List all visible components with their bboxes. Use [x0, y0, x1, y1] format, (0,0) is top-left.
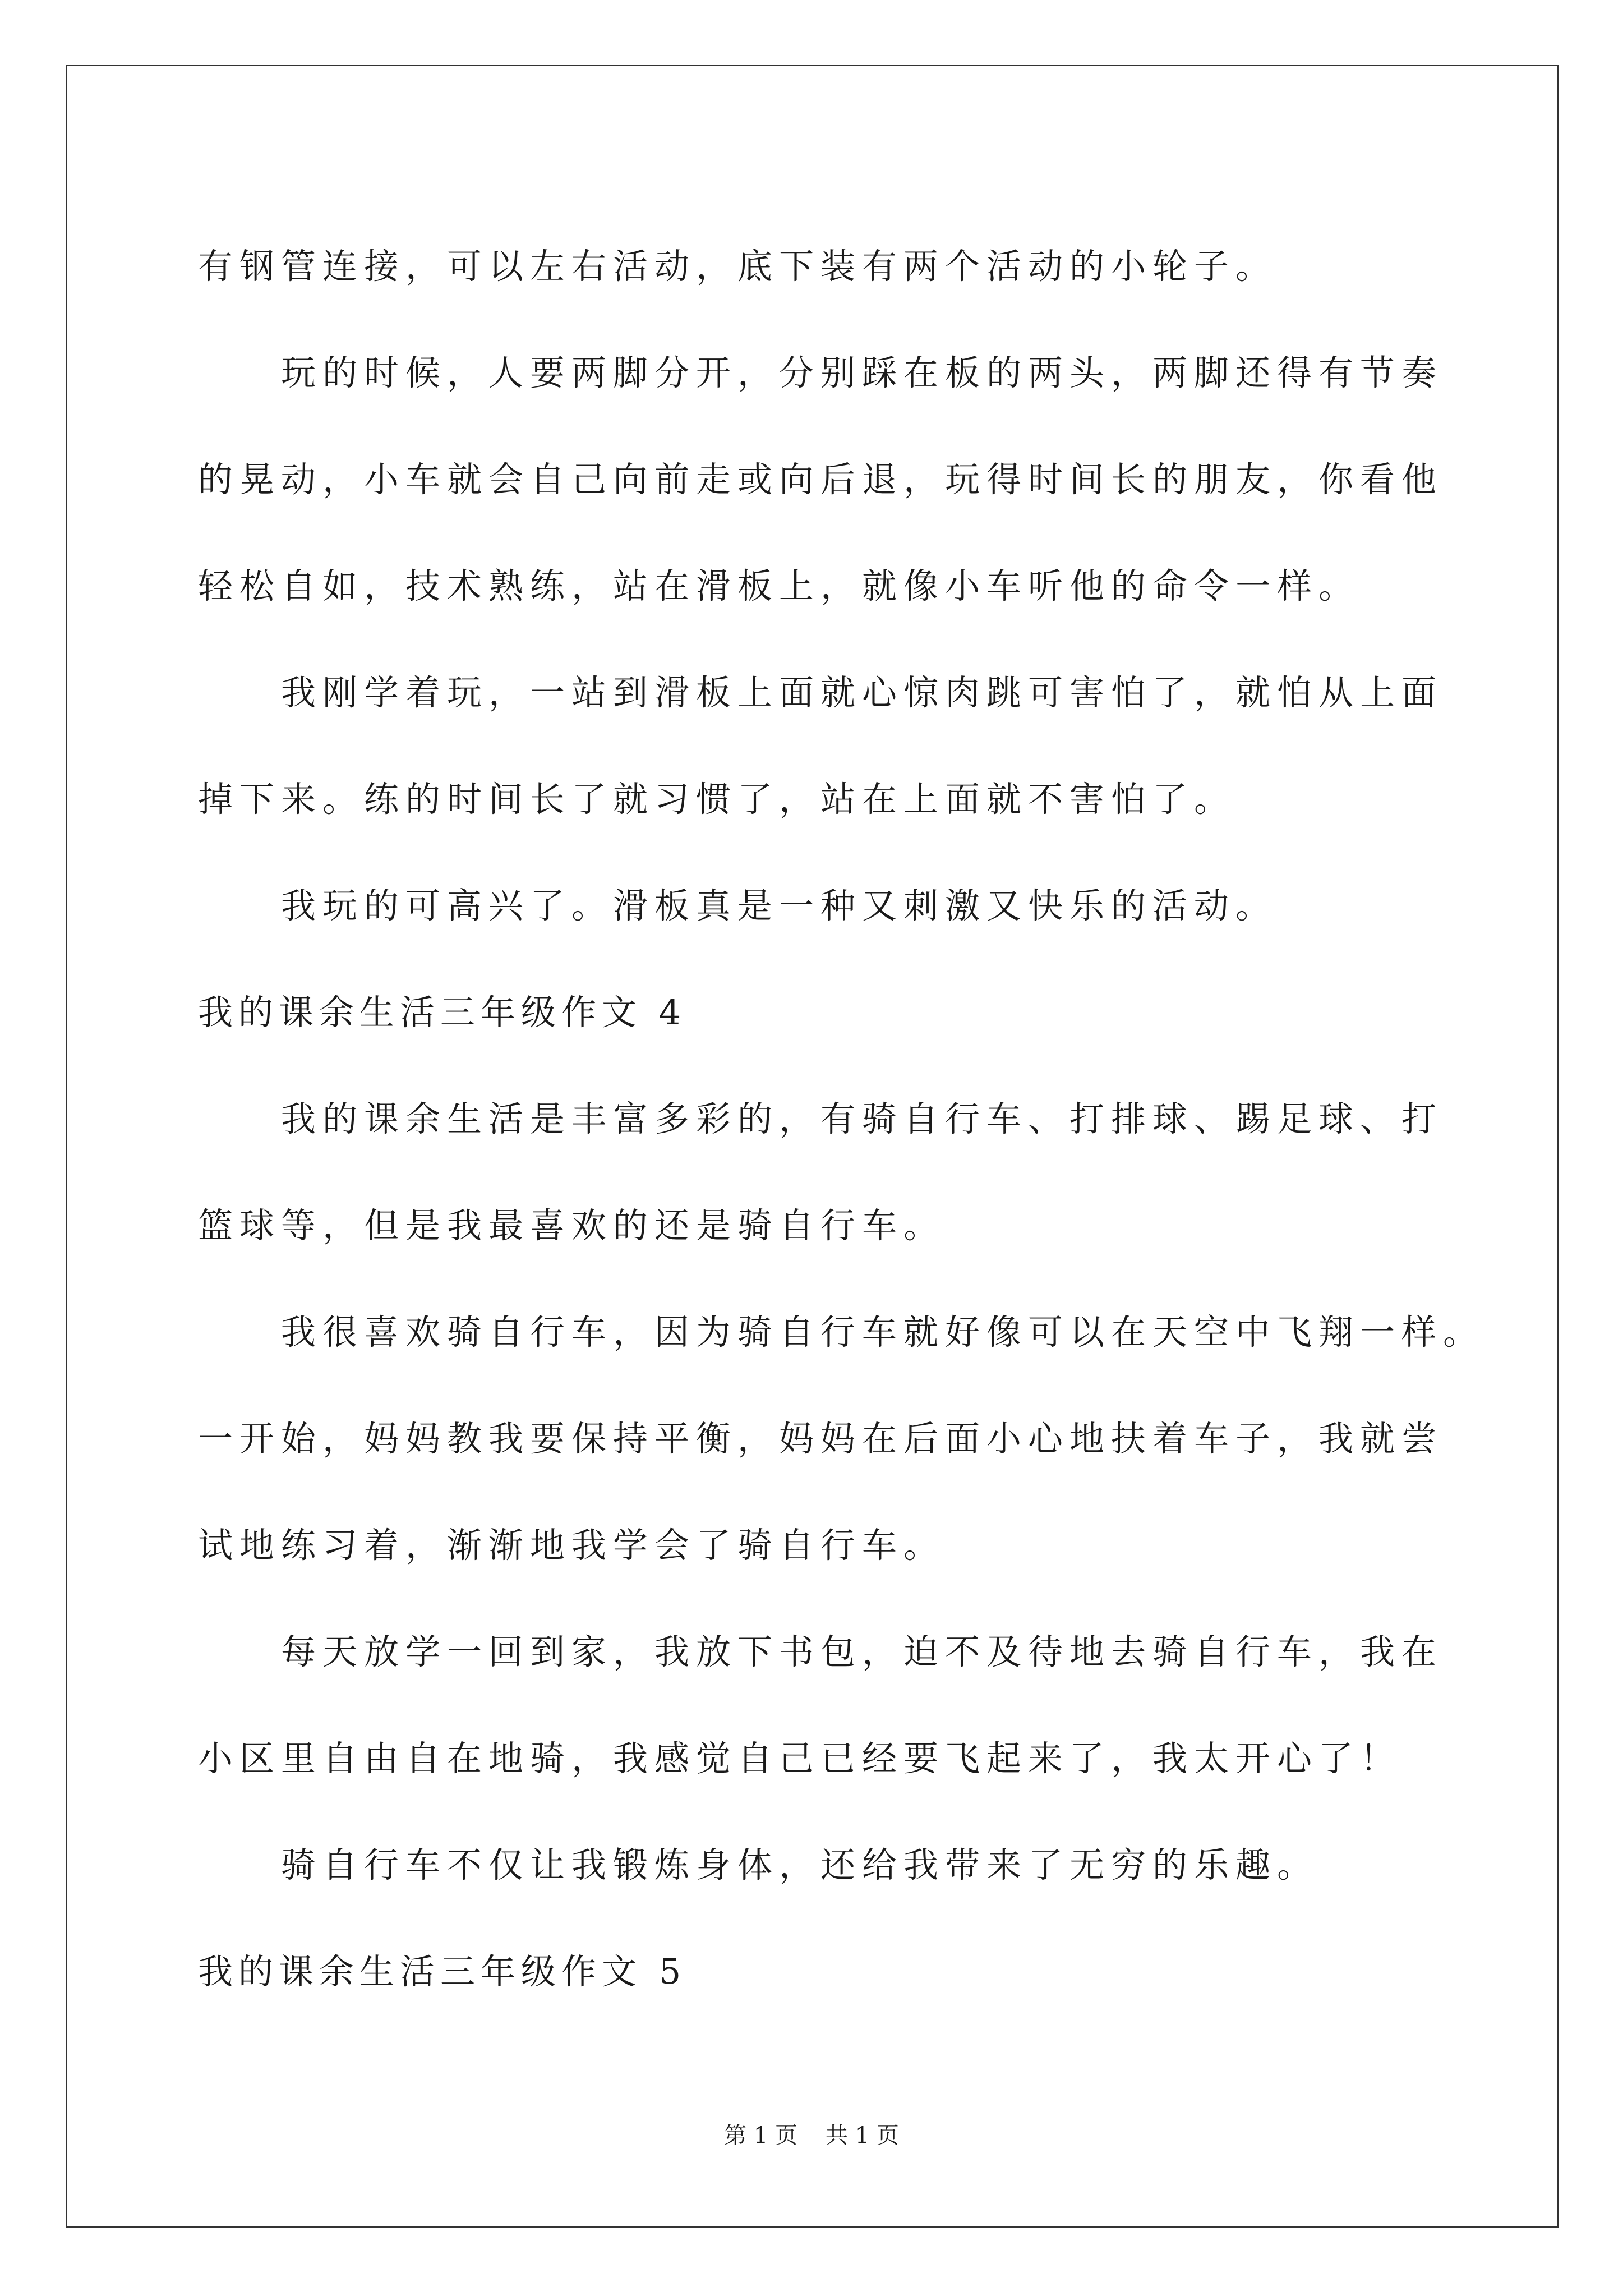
page-number: 第 1 页	[724, 2123, 797, 2148]
page-total: 共 1 页	[826, 2123, 899, 2148]
body-line: 一开始，妈妈教我要保持平衡，妈妈在后面小心地扶着车子，我就尝	[198, 1418, 1444, 1459]
body-line: 我很喜欢骑自行车，因为骑自行车就好像可以在天空中飞翔一样。	[198, 1312, 1485, 1352]
body-line: 有钢管连接，可以左右活动，底下装有两个活动的小轮子。	[198, 246, 1278, 287]
body-line: 我玩的可高兴了。滑板真是一种又刺激又快乐的活动。	[198, 885, 1278, 926]
body-line: 轻松自如，技术熟练，站在滑板上，就像小车听他的命令一样。	[198, 565, 1361, 606]
body-line: 小区里自由自在地骑，我感觉自己已经要飞起来了，我太开心了！	[198, 1738, 1402, 1779]
body-line: 掉下来。练的时间长了就习惯了，站在上面就不害怕了。	[198, 779, 1236, 820]
document-body	[198, 213, 1485, 2025]
body-line: 我的课余生活是丰富多彩的，有骑自行车、打排球、踢足球、打	[198, 1098, 1444, 1139]
body-line: 我刚学着玩，一站到滑板上面就心惊肉跳可害怕了，就怕从上面	[198, 672, 1444, 713]
section-heading-5: 我的课余生活三年级作文 5	[198, 1951, 687, 1992]
section-heading-4: 我的课余生活三年级作文 4	[198, 992, 687, 1033]
body-line: 的晃动，小车就会自己向前走或向后退，玩得时间长的朋友，你看他	[198, 459, 1444, 500]
body-line: 玩的时候，人要两脚分开，分别踩在板的两头，两脚还得有节奏	[198, 352, 1444, 393]
body-line: 篮球等，但是我最喜欢的还是骑自行车。	[198, 1205, 946, 1246]
body-line: 试地练习着，渐渐地我学会了骑自行车。	[198, 1525, 946, 1566]
page-footer	[0, 2122, 1623, 2149]
body-line: 每天放学一回到家，我放下书包，迫不及待地去骑自行车，我在	[198, 1631, 1444, 1672]
body-line: 骑自行车不仅让我锻炼身体，还给我带来了无穷的乐趣。	[198, 1844, 1319, 1885]
